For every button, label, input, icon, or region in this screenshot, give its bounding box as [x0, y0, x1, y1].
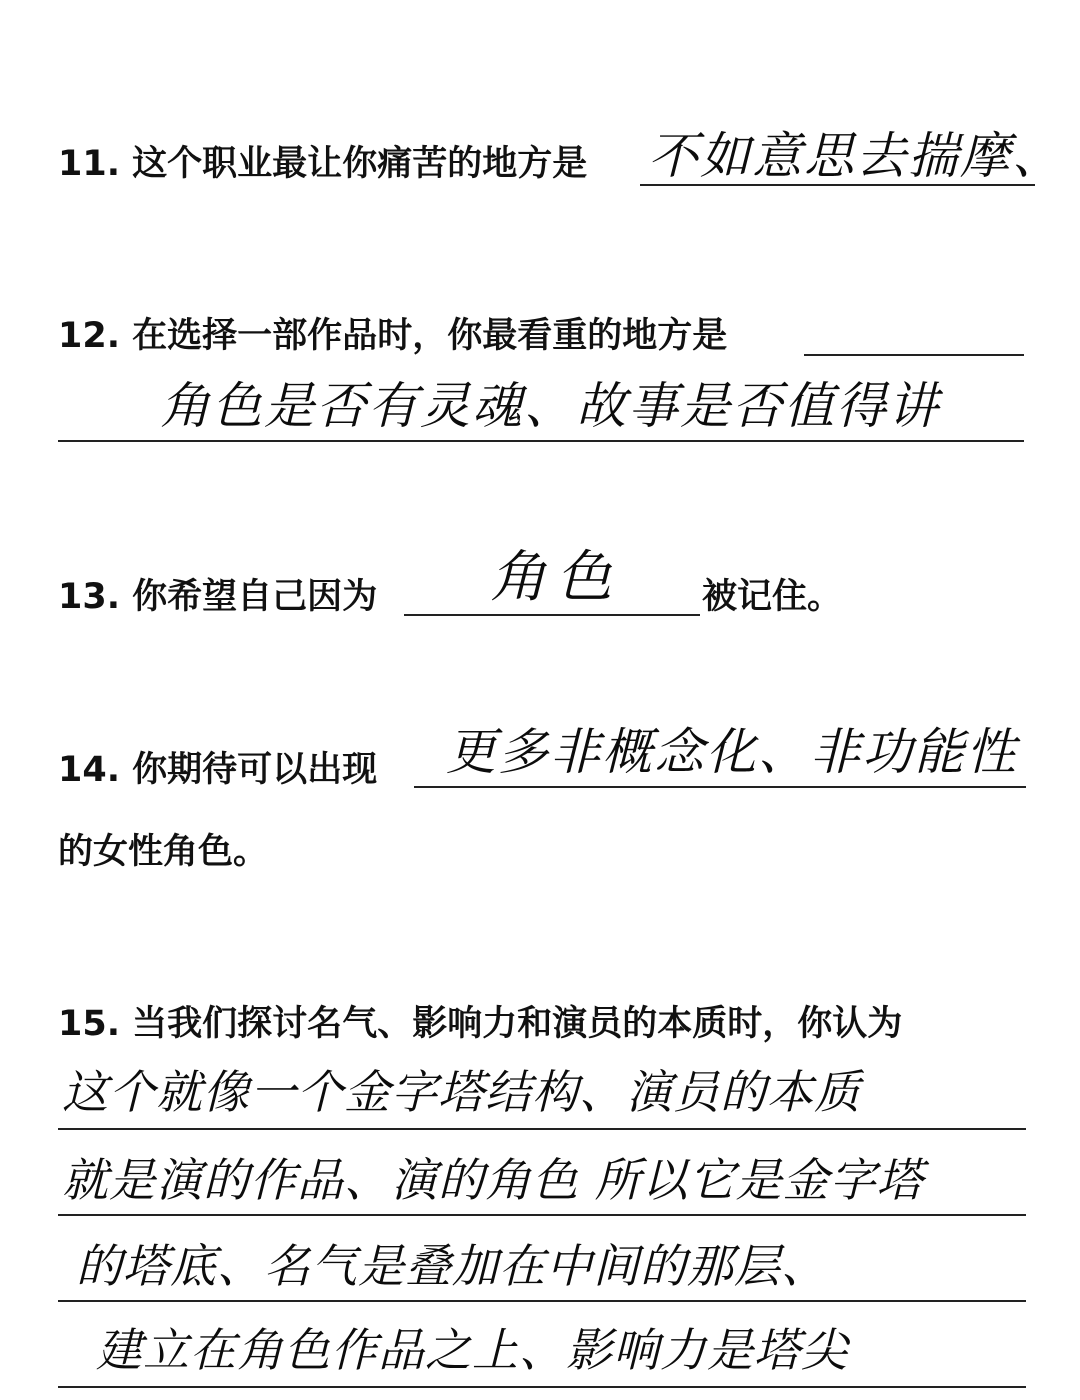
question-15-rule-1: [58, 1128, 1026, 1130]
question-15-answer-line-2: 就是演的作品、演的角色 所以它是金字塔: [62, 1153, 924, 1207]
question-12-prompt: 12. 在选择一部作品时，你最看重的地方是: [58, 316, 728, 356]
question-14-answer: 更多非概念化、非功能性: [446, 723, 1018, 781]
question-15-answer-line-1: 这个就像一个金字塔结构、演员的本质: [62, 1065, 861, 1119]
question-14-prompt: 14. 你期待可以出现: [58, 750, 378, 790]
question-15-rule-4: [58, 1386, 1026, 1388]
question-15-rule-3: [58, 1300, 1026, 1302]
question-14-prompt-cont: 的女性角色。: [58, 832, 269, 872]
question-14-answer-line: [414, 786, 1026, 788]
question-12-answer-line-1: [804, 354, 1024, 356]
question-13-answer: 角色: [490, 545, 622, 610]
question-11-answer-line: [640, 184, 1035, 186]
question-15-prompt: 15. 当我们探讨名气、影响力和演员的本质时，你认为: [58, 1004, 903, 1044]
question-12-answer: 角色是否有灵魂、故事是否值得讲: [160, 377, 940, 435]
question-15-rule-2: [58, 1214, 1026, 1216]
question-13-prompt: 13. 你希望自己因为: [58, 577, 378, 617]
question-13-answer-line: [404, 614, 700, 616]
question-11-answer: 不如意思去揣摩、: [648, 127, 1064, 185]
question-13-prompt-end: 被记住。: [702, 577, 843, 617]
question-15-answer-line-3: 的塔底、名气是叠加在中间的那层、: [76, 1239, 828, 1293]
question-12-answer-line-2: [58, 440, 1024, 442]
question-11-prompt: 11. 这个职业最让你痛苦的地方是: [58, 144, 588, 184]
question-15-answer-line-4: 建立在角色作品之上、影响力是塔尖: [96, 1323, 848, 1377]
